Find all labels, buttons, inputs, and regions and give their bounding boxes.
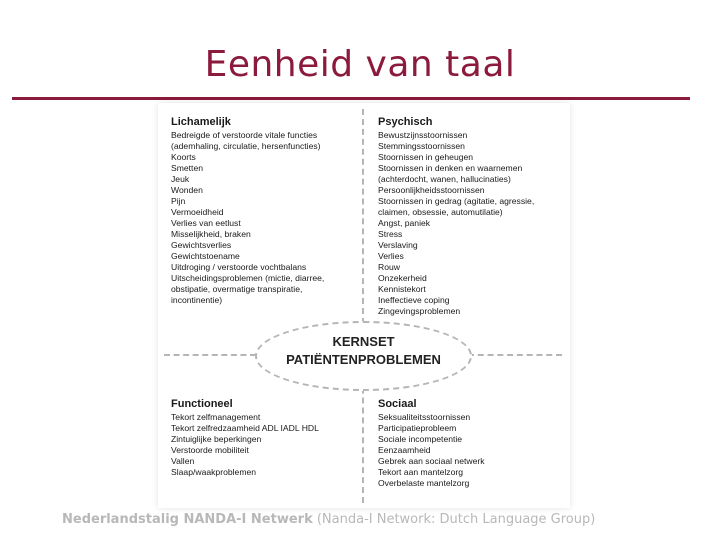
problem-item: obstipatie, overmatige transpiratie,	[171, 284, 303, 294]
problem-item: Uitscheidingsproblemen (mictie, diarree,	[171, 273, 325, 283]
core-label	[255, 333, 472, 369]
problem-item: Pijn	[171, 196, 186, 206]
problem-item: Verstoorde mobiliteit	[171, 445, 249, 455]
quadrant-heading: Sociaal	[378, 398, 417, 410]
problem-item: Persoonlijkheidsstoornissen	[378, 185, 485, 195]
quadrant-functioneel	[171, 398, 319, 478]
problem-item: Eenzaamheid	[378, 445, 431, 455]
quadrant-items	[171, 130, 324, 306]
problem-item: Verlies	[378, 251, 404, 261]
problem-item: Onzekerheid	[378, 273, 427, 283]
problem-item: Rouw	[378, 262, 400, 272]
core-problems-diagram	[158, 103, 570, 508]
horizontal-divider-right	[468, 354, 562, 356]
problem-item: Bedreigde of verstoorde vitale functies	[171, 130, 318, 140]
core-label-line2: PATIËNTENPROBLEMEN	[286, 352, 441, 367]
problem-item: Wonden	[171, 185, 203, 195]
quadrant-psychisch	[378, 116, 534, 317]
problem-item: claimen, obsessie, automutilatie)	[378, 207, 503, 217]
footer-credit	[62, 512, 595, 527]
core-label-line1: KERNSET	[332, 334, 395, 349]
problem-item: Overbelaste mantelzorg	[378, 478, 470, 488]
problem-item: incontinentie)	[171, 295, 223, 305]
quadrant-lichamelijk	[171, 116, 324, 306]
problem-item: Seksualiteitsstoornissen	[378, 412, 471, 422]
problem-item: Misselijkheid, braken	[171, 229, 251, 239]
quadrant-heading: Lichamelijk	[171, 116, 231, 128]
problem-item: Participatieprobleem	[378, 423, 457, 433]
problem-item: (ademhaling, circulatie, hersenfuncties)	[171, 141, 321, 151]
problem-item: Slaap/waakproblemen	[171, 467, 257, 477]
problem-item: Koorts	[171, 152, 196, 162]
problem-item: Ineffectieve coping	[378, 295, 450, 305]
quadrant-items	[378, 412, 485, 489]
problem-item: Tekort aan mantelzorg	[378, 467, 464, 477]
horizontal-divider-left	[164, 354, 256, 356]
problem-item: Zintuiglijke beperkingen	[171, 434, 262, 444]
vertical-divider	[362, 109, 364, 503]
problem-item: Stemmingsstoornissen	[378, 141, 465, 151]
problem-item: (achterdocht, wanen, hallucinaties)	[378, 174, 511, 184]
problem-item: Stress	[378, 229, 403, 239]
quadrant-sociaal	[378, 398, 485, 489]
problem-item: Stoornissen in denken en waarnemen	[378, 163, 523, 173]
problem-item: Sociale incompetentie	[378, 434, 463, 444]
problem-item: Gewichtsverlies	[171, 240, 232, 250]
problem-item: Stoornissen in geheugen	[378, 152, 474, 162]
footer-credit-rest: (Nanda-I Network: Dutch Language Group)	[312, 512, 596, 527]
problem-item: Tekort zelfmanagement	[171, 412, 261, 422]
problem-item: Tekort zelfredzaamheid ADL IADL HDL	[171, 423, 319, 433]
problem-item: Bewustzijnsstoornissen	[378, 130, 468, 140]
problem-item: Gewichtstoename	[171, 251, 240, 261]
problem-item: Vermoeidheid	[171, 207, 224, 217]
quadrant-heading: Functioneel	[171, 398, 233, 410]
quadrant-items	[171, 412, 319, 478]
problem-item: Smetten	[171, 163, 204, 173]
title-divider	[12, 97, 690, 100]
slide-title: Eenheid van taal	[204, 44, 516, 85]
problem-item: Kennistekort	[378, 284, 426, 294]
problem-item: Jeuk	[171, 174, 190, 184]
problem-item: Angst, paniek	[378, 218, 431, 228]
quadrant-heading: Psychisch	[378, 116, 433, 128]
problem-item: Stoornissen in gedrag (agitatie, agressie,	[378, 196, 535, 206]
problem-item: Vallen	[171, 456, 195, 466]
problem-item: Zingevingsproblemen	[378, 306, 461, 316]
problem-item: Uitdroging / verstoorde vochtbalans	[171, 262, 307, 272]
problem-item: Verslaving	[378, 240, 418, 250]
problem-item: Gebrek aan sociaal netwerk	[378, 456, 485, 466]
footer-credit-bold: Nederlandstalig NANDA-I Netwerk	[62, 512, 313, 527]
quadrant-items	[378, 130, 534, 317]
problem-item: Verlies van eetlust	[171, 218, 241, 228]
